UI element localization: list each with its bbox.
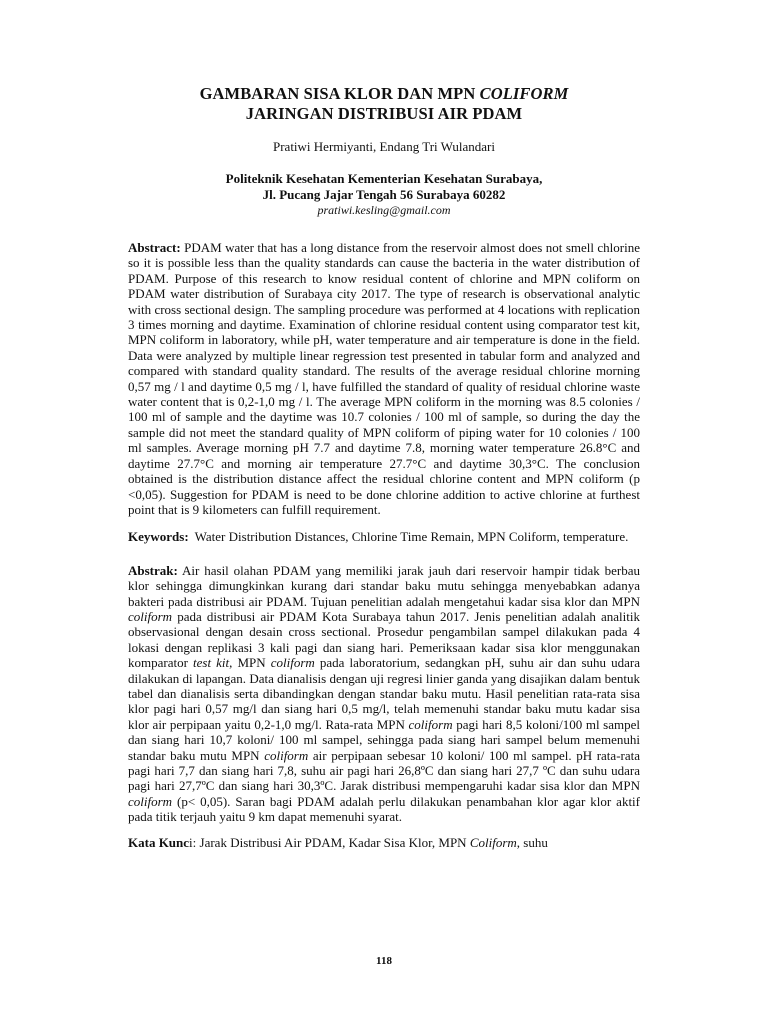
- paper-title: [128, 84, 640, 124]
- abstrak-text-2: pada distribusi air PDAM Kota Surabaya tahun 2017. Jenis penelitian adalah analitik observasional dengan desain cross sectional. Prosedur pengambilan sampel dilakukan pada 4 lokasi dengan replikasi 3 kali pagi dan siang hari. Pemeriksaan kadar sisa klor menggunakan komparator: [128, 608, 640, 671]
- abstrak-text-5: pagi hari 8,5 koloni/100 ml sampel dan siang hari 10,7 koloni/ 100 ml sampel, sehingga pada siang hari sampel belum memenuhi standar baku mutu MPN: [128, 716, 640, 763]
- title-line2: JARINGAN DISTRIBUSI AIR PDAM: [245, 104, 523, 123]
- abstrak-text-7: (p< 0,05). Saran bagi PDAM adalah perlu dilakukan penambahan klor agar klor aktif pada titik terjauh yaitu 9 km dapat memenuhi syarat.: [128, 793, 640, 825]
- kata-kunci-label: Kata Kunc: [128, 834, 190, 850]
- abstrak-italic-6: coliform: [128, 793, 173, 809]
- abstrak-italic-2: test kit: [193, 655, 230, 671]
- kata-kunci-text-1: i: Jarak Distribusi Air PDAM, Kadar Sisa Klor, MPN: [189, 834, 470, 850]
- keywords: [128, 529, 640, 544]
- page-number: 118: [376, 955, 392, 967]
- authors: Pratiwi Hermiyanti, Endang Tri Wulandari: [272, 139, 495, 154]
- kata-kunci-text-2: , suhu: [516, 834, 548, 850]
- abstrak-italic-3: coliform: [270, 655, 315, 671]
- abstrak-text-4: pada laboratorium, sedangkan pH, suhu air dan suhu udara dilakukan di lapangan. Data dianalisis dengan uji regresi linier ganda yang disajikan dalam bentuk tabel dan dianalisis serta dibandingkan dengan standar baku mutu. Hasil penelitian rata-rata sisa klor pagi hari 0,57 mg/l dan siang hari 0,5 mg/l, telah memenuhi standar baku mutu kadar sisa klor air perpipaan yaitu 0,2-1,0 mg/l. Rata-rata MPN: [128, 655, 641, 732]
- abstrak-italic-4: coliform: [408, 716, 453, 732]
- abstract-paragraph: [128, 240, 640, 517]
- abstract-label: Abstract:: [128, 240, 181, 255]
- abstrak-italic-5: coliform: [264, 747, 309, 763]
- affiliation-line1: Politeknik Kesehatan Kementerian Kesehatan Surabaya,: [225, 171, 543, 186]
- paper-page: [128, 84, 640, 850]
- abstract-text: PDAM water that has a long distance from the reservoir almost does not smell chlorine so it is possible less than the quality standards can cause the bacteria in the water distribution of PDAM. Purpose of this research to know residual content of chlorine and MPN coliform on PDAM water distribution of Surabaya city 2017. The type of research is observational analytic with cross sectional design. The sampling procedure was performed at 4 locations with replication 3 times morning and daytime. Examination of chlorine residual content using comparator test kit, MPN coliform in laboratory, while pH, water temperature and air temperature is done in the field. Data were analyzed by multiple linear regression test presented in tabular form and analyzed and compared with standard quality standard. The results of the average residual chlorine morning 0,57 mg / l and daytime 0,5 mg / l, have fulfilled the standard of quality of residual chlorine waste water content that is 0,2-1,0 mg / l. The average MPN coliform in the morning was 8.5 colonies / 100 ml of sample and the daytime was 10.7 colonies / 100 ml of sample, so during the day the sample did not meet the standard quality of MPN coliform of piping water for 10 colonies / 100 ml samples. Average morning pH 7.7 and daytime 7.8, morning water temperature 26.8°C and daytime 27.7°C and morning air temperature 27.7°C and daytime 30,3°C. The conclusion obtained is the distribution distance affect the residual chlorine content and MPN coliform (p <0,05). Suggestion for PDAM is need to be done chlorine addition to active chlorine at furthest point that is 9 kilometers can fulfill requirement.: [128, 240, 640, 517]
- abstrak-text-1: Air hasil olahan PDAM yang memiliki jarak jauh dari reservoir hampir tidak berbau klor sehingga dimungkinkan kurang dari standar baku mutu sehingga menyebabkan adanya bakteri pada distribusi air PDAM. Tujuan penelitian adalah mengetahui kadar sisa klor dan MPN: [128, 562, 640, 609]
- affiliation: [128, 171, 640, 203]
- keywords-text: Water Distribution Distances, Chlorine Time Remain, MPN Coliform, temperature.: [194, 529, 629, 545]
- kata-kunci-italic: Coliform: [469, 834, 517, 850]
- kata-kunci: [128, 835, 640, 850]
- abstrak-italic-1: coliform: [128, 608, 173, 624]
- abstrak-paragraph: [128, 563, 640, 825]
- author-email: pratiwi.kesling@gmail.com: [317, 203, 451, 217]
- abstrak-text-3: , MPN: [229, 655, 271, 671]
- abstrak-label: Abstrak:: [128, 562, 178, 578]
- title-line1: GAMBARAN SISA KLOR DAN MPN: [199, 84, 480, 103]
- affiliation-line2: Jl. Pucang Jajar Tengah 56 Surabaya 60282: [262, 187, 506, 202]
- abstrak-text-6: air perpipaan sebesar 10 koloni/ 100 ml sampel. pH rata-rata pagi hari 7,7 dan siang hari 7,8, suhu air pagi hari 26,8ºC dan siang hari 27,7 ºC dan suhu udara pagi hari 27,7ºC dan siang hari 30,3ºC. Jarak distribusi mempengaruhi kadar sisa klor dan MPN: [128, 747, 641, 794]
- title-line1-italic: COLIFORM: [479, 84, 569, 103]
- keywords-label: Keywords:: [128, 529, 189, 545]
